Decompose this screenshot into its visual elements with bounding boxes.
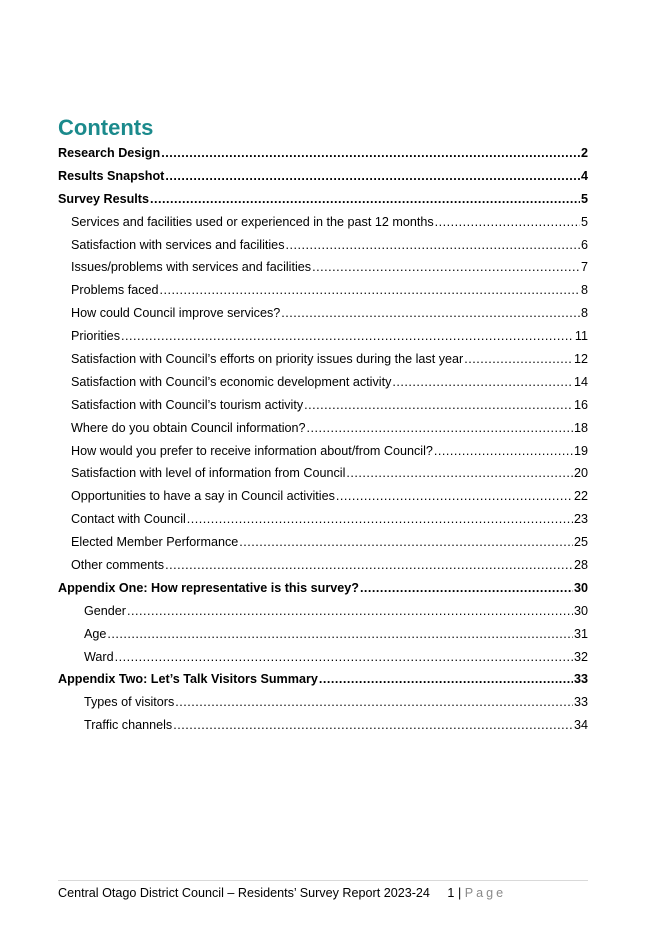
toc-entry-title: Results Snapshot [58,168,165,183]
toc-entry-title: Satisfaction with Council’s tourism activity [71,397,304,412]
toc-leader-dots [107,627,573,641]
toc-entry-page: 31 [573,626,588,641]
toc-entry-page: 2 [580,146,588,160]
toc-leader-dots [160,283,580,297]
toc-entry[interactable] [58,604,588,627]
toc-entry[interactable] [58,169,588,192]
toc-leader-dots [173,718,573,732]
toc-entry-page: 8 [580,283,588,298]
toc-entry-title: How could Council improve services? [71,306,281,321]
toc-entry-title: How would you prefer to receive information about/from Council? [71,443,433,458]
toc-entry-title: Where do you obtain Council information? [71,420,306,435]
toc-leader-dots [127,604,573,618]
footer-divider [58,880,588,881]
toc-entry-title: Services and facilities used or experienced in the past 12 months [71,214,434,229]
toc-entry-page: 20 [573,466,588,481]
toc-entry-title: Priorities [71,329,120,344]
toc-entry-page: 19 [573,443,588,458]
toc-entry-title: Survey Results [58,191,149,206]
page-title: Contents [58,115,154,140]
toc-entry-title: Problems faced [71,283,159,298]
toc-entry-page: 7 [580,260,588,275]
toc-entry-page: 16 [573,397,588,412]
toc-entry-title: Ward [84,649,114,664]
page-footer [58,886,506,900]
toc-leader-dots [187,512,573,526]
toc-entry[interactable] [58,192,588,215]
toc-entry-title: Satisfaction with Council’s efforts on priority issues during the last year [71,352,464,367]
toc-leader-dots [150,192,580,206]
toc-leader-dots [165,558,573,572]
toc-entry-title: Issues/problems with services and facilities [71,260,312,275]
toc-entry-page: 8 [580,306,588,321]
toc-entry[interactable] [58,466,588,489]
toc-entry-page: 30 [573,580,588,595]
footer-separator: | [457,886,462,900]
toc-entry[interactable] [58,535,588,558]
toc-entry-page: 25 [573,535,588,550]
toc-leader-dots [435,215,580,229]
toc-entry-page: 22 [573,489,588,504]
toc-entry-title: Opportunities to have a say in Council activities [71,489,335,504]
footer-page-label: Page [464,886,507,900]
toc-entry-title: Elected Member Performance [71,535,239,550]
toc-leader-dots [286,238,580,252]
toc-entry-title: Satisfaction with Council’s economic development activity [71,374,392,389]
toc-entry-page: 6 [580,237,588,252]
toc-entry[interactable] [58,581,588,604]
toc-entry-page: 30 [573,603,588,618]
toc-entry-page: 33 [573,672,588,687]
toc-leader-dots [319,672,573,686]
toc-leader-dots [392,375,573,389]
toc-entry[interactable] [58,650,588,673]
toc-leader-dots [434,444,573,458]
toc-entry-page: 11 [574,329,588,344]
toc-entry[interactable] [58,260,588,283]
toc-entry[interactable] [58,627,588,650]
toc-entry-page: 33 [573,695,588,710]
footer-page-number: 1 [447,886,455,900]
toc-entry-page: 34 [573,718,588,733]
table-of-contents [58,146,588,741]
toc-entry[interactable] [58,489,588,512]
toc-leader-dots [307,421,573,435]
toc-entry[interactable] [58,283,588,306]
toc-leader-dots [336,489,573,503]
toc-entry[interactable] [58,352,588,375]
toc-entry[interactable] [58,718,588,741]
toc-entry-title: Contact with Council [71,512,186,527]
footer-report-title: Central Otago District Council – Residents’ Survey Report 2023-24 [58,886,430,900]
toc-entry[interactable] [58,421,588,444]
toc-entry-page: 4 [580,168,588,183]
toc-leader-dots [304,398,573,412]
toc-entry-page: 18 [573,420,588,435]
toc-leader-dots [360,581,573,595]
toc-entry-title: Satisfaction with services and facilities [71,237,285,252]
toc-entry-page: 5 [580,191,588,206]
toc-entry-title: Other comments [71,558,165,573]
toc-entry[interactable] [58,444,588,467]
toc-entry[interactable] [58,306,588,329]
toc-entry-title: Appendix Two: Let’s Talk Visitors Summary [58,672,318,687]
toc-leader-dots [121,329,574,343]
toc-leader-dots [312,260,580,274]
toc-entry[interactable] [58,238,588,261]
toc-entry-page: 28 [573,558,588,573]
toc-leader-dots [161,146,580,160]
toc-leader-dots [165,169,580,183]
toc-leader-dots [115,650,573,664]
toc-leader-dots [464,352,573,366]
toc-entry[interactable] [58,146,588,169]
toc-entry-title: Gender [84,603,127,618]
toc-entry[interactable] [58,558,588,581]
toc-entry[interactable] [58,398,588,421]
toc-leader-dots [175,695,573,709]
toc-leader-dots [346,466,573,480]
toc-entry-page: 14 [573,374,588,389]
toc-leader-dots [239,535,573,549]
toc-entry[interactable] [58,512,588,535]
toc-entry[interactable] [58,215,588,238]
toc-entry[interactable] [58,375,588,398]
toc-entry-title: Research Design [58,146,161,160]
toc-leader-dots [281,306,580,320]
toc-entry-page: 5 [580,214,588,229]
toc-entry-title: Traffic channels [84,718,173,733]
toc-entry-title: Satisfaction with level of information from Council [71,466,346,481]
toc-entry-title: Types of visitors [84,695,175,710]
toc-entry[interactable] [58,329,588,352]
toc-entry[interactable] [58,672,588,695]
toc-entry[interactable] [58,695,588,718]
toc-entry-page: 32 [573,649,588,664]
toc-entry-page: 12 [573,352,588,367]
toc-entry-page: 23 [573,512,588,527]
toc-entry-title: Appendix One: How representative is this survey? [58,580,359,595]
toc-entry-title: Age [84,626,107,641]
